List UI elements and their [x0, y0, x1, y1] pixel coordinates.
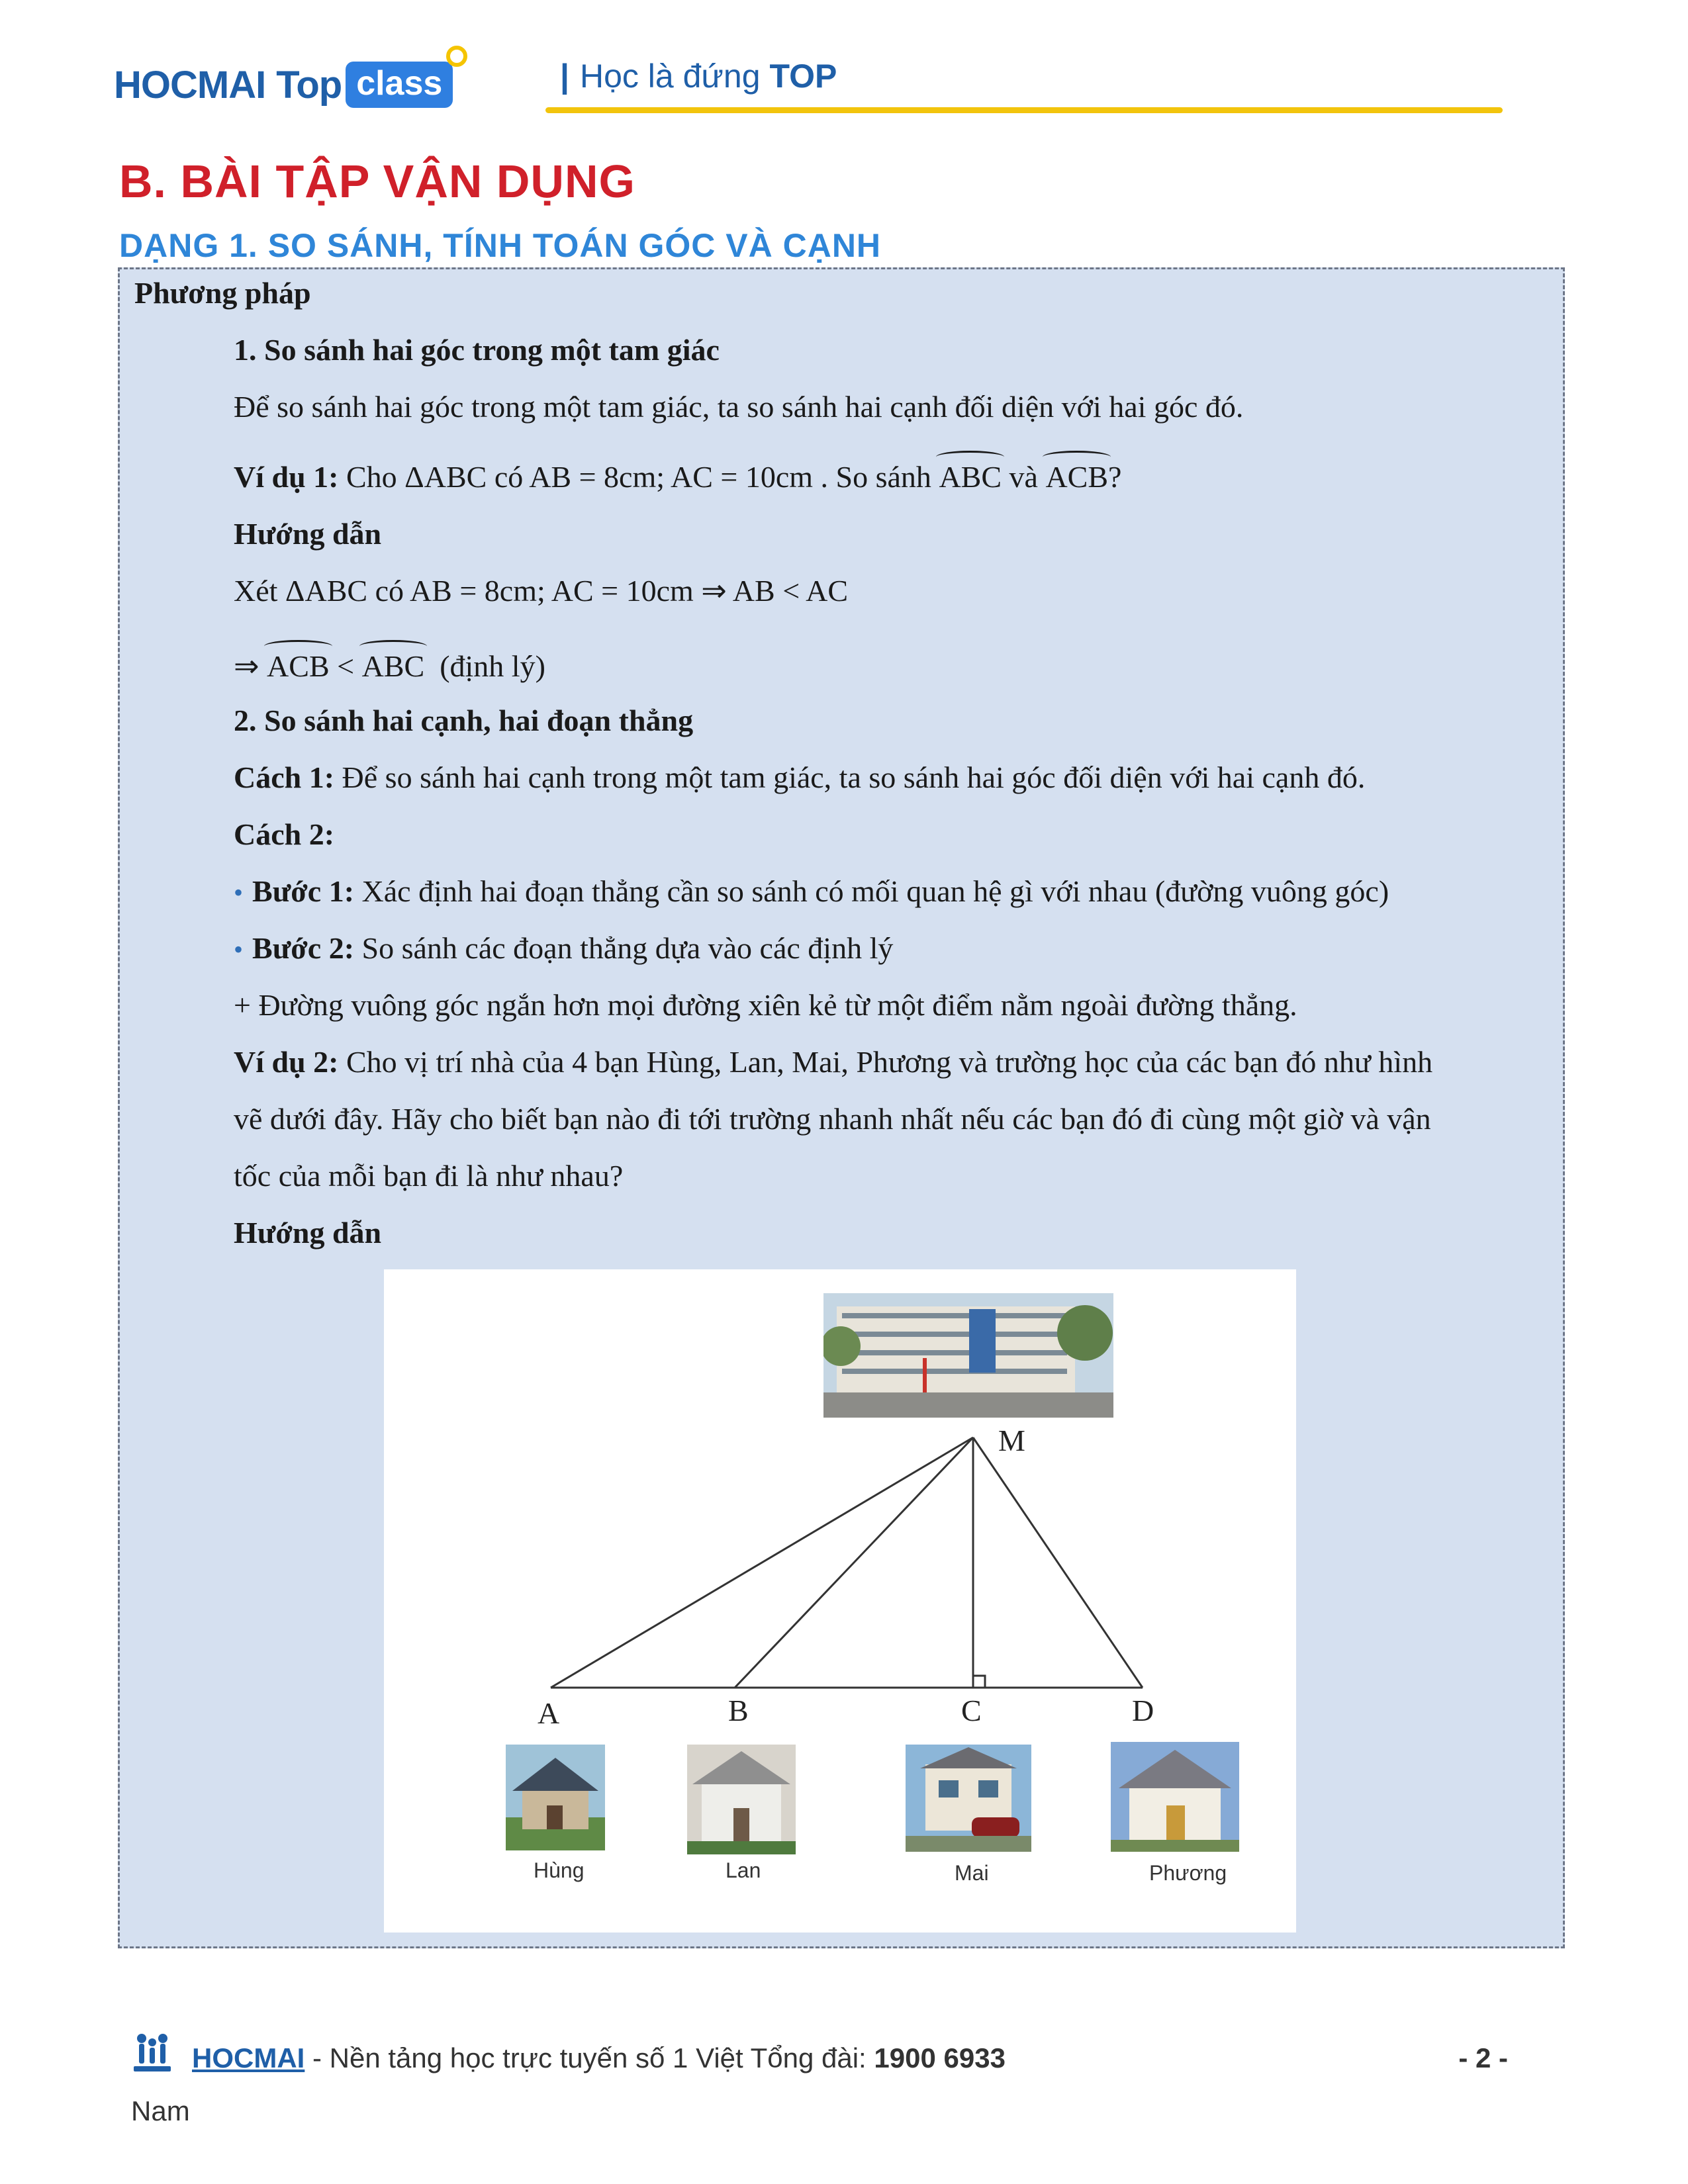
method-heading: Phương pháp	[134, 276, 311, 310]
house-b-photo	[687, 1745, 796, 1854]
example-2-line-2: vẽ dưới đây. Hãy cho biết bạn nào đi tới trường nhanh nhất nếu các bạn đó đi cùng một giờ và vận	[234, 1102, 1431, 1136]
label-c: C	[961, 1694, 982, 1727]
example-2-line-1	[234, 1044, 1432, 1081]
buoc-2-label: Bước 2:	[252, 931, 355, 965]
house-c-photo	[906, 1745, 1031, 1852]
less-than-symbol: <	[337, 649, 355, 683]
label-a: A	[538, 1696, 560, 1730]
example-1-end: ?	[1108, 460, 1122, 494]
footer-brand-link[interactable]: HOCMAI	[192, 2042, 305, 2073]
footer-tail: Nam	[131, 2095, 190, 2126]
logo-class-text: class	[356, 64, 443, 103]
slogan-bar: |	[560, 58, 569, 95]
logo-class-badge	[346, 62, 453, 108]
label-d: D	[1132, 1694, 1154, 1727]
example-2-label: Ví dụ 2:	[234, 1045, 339, 1079]
hocmai-topclass-logo	[114, 58, 453, 111]
buoc-2-text: So sánh các đoạn thẳng dựa vào các định lý	[361, 931, 894, 965]
segment-mb	[735, 1437, 973, 1688]
p1-title: 1. So sánh hai góc trong một tam giác	[234, 333, 720, 367]
label-b: B	[728, 1694, 749, 1727]
solution-1-line-2	[234, 644, 545, 685]
house-icon	[506, 1745, 605, 1850]
buoc-1	[234, 873, 1389, 911]
footer-line	[192, 2042, 1006, 2074]
segment-ma	[551, 1437, 973, 1688]
hocmai-people-icon	[131, 2032, 173, 2078]
bullet-icon: •	[234, 934, 244, 964]
right-angle-mark	[973, 1676, 985, 1688]
cach-1-text: Để so sánh hai cạnh trong một tam giác, ta so sánh hai góc đối diện với hai cạnh đó.	[342, 760, 1366, 794]
angle-abc-2: ABC	[362, 644, 425, 685]
slogan-text: Học là đứng	[580, 58, 761, 95]
theorem-note: (định lý)	[440, 649, 545, 683]
implies-symbol: ⇒	[234, 649, 259, 683]
slogan-top: TOP	[769, 58, 837, 95]
name-hung: Hùng	[534, 1858, 585, 1882]
house-icon	[687, 1745, 796, 1854]
angle-acb: ACB	[1045, 455, 1108, 496]
houses-school-figure	[384, 1269, 1296, 1933]
buoc-1-label: Bước 1:	[252, 874, 355, 908]
angle-abc: ABC	[939, 455, 1002, 496]
dang-title: DẠNG 1. SO SÁNH, TÍNH TOÁN GÓC VÀ CẠNH	[119, 227, 882, 264]
guide-1: Hướng dẫn	[234, 517, 382, 551]
segment-md	[973, 1437, 1143, 1688]
example-2-text-1: Cho vị trí nhà của 4 bạn Hùng, Lan, Mai, Phương và trường học của các bạn đó như hình	[346, 1045, 1433, 1079]
section-title: B. BÀI TẬP VẬN DỤNG	[119, 156, 635, 207]
buoc-1-text: Xác định hai đoạn thẳng cần so sánh có mối quan hệ gì với nhau (đường vuông góc)	[361, 874, 1389, 908]
label-m: M	[998, 1424, 1025, 1457]
page-number: - 2 -	[1458, 2042, 1508, 2073]
sun-icon	[446, 46, 467, 67]
p1-text: Để so sánh hai góc trong một tam giác, ta so sánh hai cạnh đối diện với hai góc đó.	[234, 390, 1244, 424]
header-divider	[545, 107, 1503, 113]
house-d-photo	[1111, 1742, 1239, 1852]
rule-text: + Đường vuông góc ngắn hơn mọi đường xiên kẻ từ một điểm nằm ngoài đường thẳng.	[234, 988, 1297, 1022]
example-1-mid: và	[1009, 460, 1038, 494]
cach-1-label: Cách 1:	[234, 760, 335, 794]
example-1	[234, 455, 1121, 496]
angle-acb-2: ACB	[267, 644, 330, 685]
example-1-pre: Cho ΔABC có AB = 8cm; AC = 10cm . So sánh	[346, 460, 931, 494]
example-1-label: Ví dụ 1:	[234, 460, 339, 494]
p2-title: 2. So sánh hai cạnh, hai đoạn thẳng	[234, 704, 694, 737]
cach-2-label: Cách 2:	[234, 817, 335, 851]
guide-2: Hướng dẫn	[234, 1216, 382, 1250]
cach-1	[234, 759, 1365, 796]
house-icon	[906, 1745, 1031, 1852]
house-icon	[1111, 1742, 1239, 1852]
logo-top-text: Top	[276, 63, 342, 107]
name-lan: Lan	[726, 1858, 761, 1882]
bullet-icon: •	[234, 878, 244, 907]
solution-1-line-1: Xét ΔABC có AB = 8cm; AC = 10cm ⇒ AB < AC	[234, 574, 848, 608]
example-2-line-3: tốc của mỗi bạn đi là như nhau?	[234, 1159, 624, 1193]
logo-hocmai-text: HOCMAI	[114, 63, 266, 107]
slogan	[560, 57, 837, 95]
buoc-2	[234, 930, 893, 968]
footer-hotline: 1900 6933	[874, 2042, 1006, 2073]
footer-tagline: - Nền tảng học trực tuyến số 1 Việt Tổng đài:	[305, 2042, 874, 2073]
house-a-photo	[506, 1745, 605, 1850]
name-phuong: Phương	[1149, 1861, 1227, 1885]
name-mai: Mai	[955, 1861, 989, 1885]
